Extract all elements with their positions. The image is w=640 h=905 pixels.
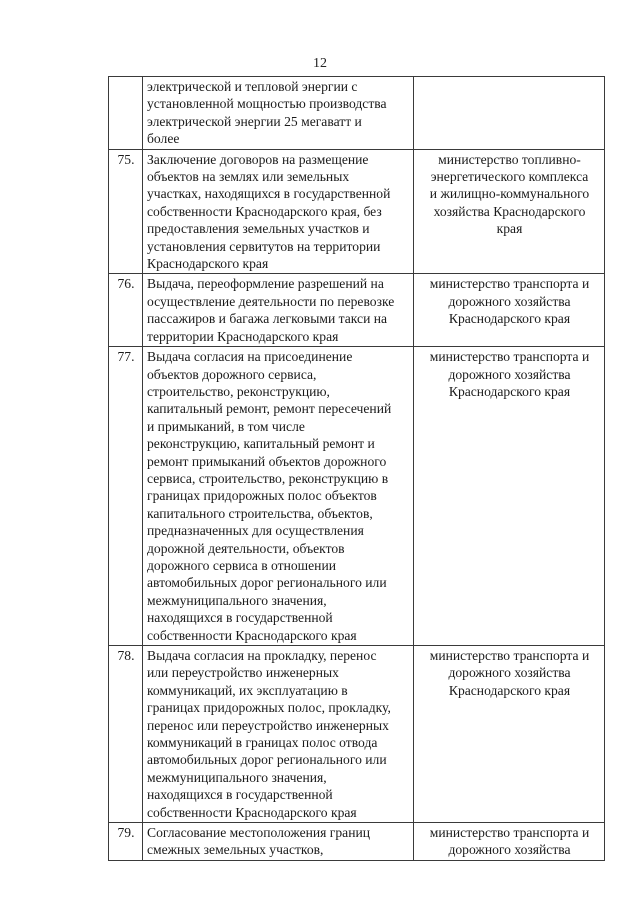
description-line: установленной мощностью производства xyxy=(147,96,387,112)
description-line: дорожного сервиса в отношении xyxy=(147,557,336,573)
authority-line: министерство транспорта и xyxy=(429,648,590,663)
description-line: ремонт примыканий объектов дорожного xyxy=(147,453,387,469)
description-line: участках, находящихся в государственной xyxy=(147,186,391,202)
table-row xyxy=(109,347,605,646)
description-line: Выдача, переоформление разрешений на xyxy=(147,276,384,292)
page-number: 12 xyxy=(313,56,327,71)
row-number: 77. xyxy=(109,347,143,646)
services-table-body xyxy=(109,77,605,861)
description-line: границах придорожных полос объектов xyxy=(147,488,377,504)
description-line: Согласование местоположения границ xyxy=(147,825,371,841)
description-line: коммуникаций в границах полос отвода xyxy=(147,735,378,751)
responsible-authority xyxy=(414,274,605,347)
description-line: автомобильных дорог регионального или xyxy=(147,575,387,591)
description-line: Краснодарского края xyxy=(147,256,269,272)
table-row xyxy=(109,274,605,347)
description-line: капитального строительства, объектов, xyxy=(147,505,373,521)
description-line: перенос или переустройство инженерных xyxy=(147,717,389,733)
authority-line: дорожного хозяйства xyxy=(448,842,571,858)
description-line: предоставления земельных участков и xyxy=(147,221,370,237)
authority-line: министерство транспорта и xyxy=(429,276,590,292)
description-line: более xyxy=(147,131,180,147)
description-line: собственности Краснодарского края xyxy=(147,627,357,643)
description-line: находящихся в государственной xyxy=(147,610,333,626)
service-description xyxy=(143,823,414,861)
services-table xyxy=(108,76,605,861)
description-line: объектов дорожного сервиса, xyxy=(147,366,317,382)
description-line: реконструкцию, капитальный ремонт и xyxy=(147,436,375,452)
authority-line: дорожного хозяйства xyxy=(448,366,571,382)
description-line: дорожной деятельности, объектов xyxy=(147,540,345,556)
table-row xyxy=(109,77,605,150)
row-number: 78. xyxy=(109,646,143,823)
authority-line: дорожного хозяйства xyxy=(448,665,571,681)
row-number xyxy=(109,77,143,150)
responsible-authority xyxy=(414,149,605,274)
service-description xyxy=(143,77,414,150)
description-line: межмуниципального значения, xyxy=(147,592,327,608)
description-line: смежных земельных участков, xyxy=(147,842,324,858)
authority-line: Краснодарского края xyxy=(448,383,571,399)
responsible-authority xyxy=(414,77,605,150)
description-line: и примыканий, в том числе xyxy=(147,418,305,434)
authority-line: министерство транспорта и xyxy=(429,349,590,365)
description-line: коммуникаций, их эксплуатацию в xyxy=(147,682,348,698)
service-description xyxy=(143,646,414,823)
description-line: границах придорожных полос, прокладку, xyxy=(147,700,391,716)
table-row xyxy=(109,646,605,823)
service-description xyxy=(143,347,414,646)
authority-line: хозяйства Краснодарского xyxy=(433,203,586,219)
description-line: электрической энергии 25 мегаватт и xyxy=(147,113,362,129)
description-line: межмуниципального значения, xyxy=(147,769,327,785)
service-description xyxy=(143,274,414,347)
authority-line: Краснодарского края xyxy=(448,311,571,327)
description-line: сервиса, строительство, реконструкцию в xyxy=(147,470,389,486)
authority-line: министерство транспорта и xyxy=(429,825,590,841)
responsible-authority xyxy=(414,646,605,823)
authority-line: края xyxy=(496,221,523,237)
description-line: собственности Краснодарского края xyxy=(147,804,357,820)
description-line: Выдача согласия на присоединение xyxy=(147,349,353,365)
service-description xyxy=(143,149,414,274)
row-number: 76. xyxy=(109,274,143,347)
description-line: предназначенных для осуществления xyxy=(147,523,364,539)
description-line: находящихся в государственной xyxy=(147,787,333,803)
responsible-authority xyxy=(414,823,605,861)
description-line: установления сервитутов на территории xyxy=(147,238,381,254)
authority-line: министерство топливно- xyxy=(438,151,581,167)
authority-line: дорожного хозяйства xyxy=(448,293,571,309)
description-line: собственности Краснодарского края, без xyxy=(147,203,382,219)
description-line: Заключение договоров на размещение xyxy=(147,151,369,167)
description-line: пассажиров и багажа легковыми такси на xyxy=(147,311,388,327)
description-line: Выдача согласия на прокладку, перенос xyxy=(147,648,377,663)
row-number: 79. xyxy=(109,823,143,861)
description-line: или переустройство инженерных xyxy=(147,665,339,681)
description-line: капитальный ремонт, ремонт пересечений xyxy=(147,401,392,417)
table-row xyxy=(109,823,605,861)
authority-line: Краснодарского края xyxy=(448,682,571,698)
authority-line: и жилищно-коммунального xyxy=(429,186,590,202)
description-line: объектов на землях или земельных xyxy=(147,169,350,185)
responsible-authority xyxy=(414,347,605,646)
description-line: территории Краснодарского края xyxy=(147,328,339,344)
description-line: электрической и тепловой энергии с xyxy=(147,79,358,94)
row-number: 75. xyxy=(109,149,143,274)
description-line: осуществление деятельности по перевозке xyxy=(147,293,395,309)
authority-line: энергетического комплекса xyxy=(430,169,589,185)
description-line: строительство, реконструкцию, xyxy=(147,383,330,399)
description-line: автомобильных дорог регионального или xyxy=(147,752,387,768)
table-row xyxy=(109,149,605,274)
